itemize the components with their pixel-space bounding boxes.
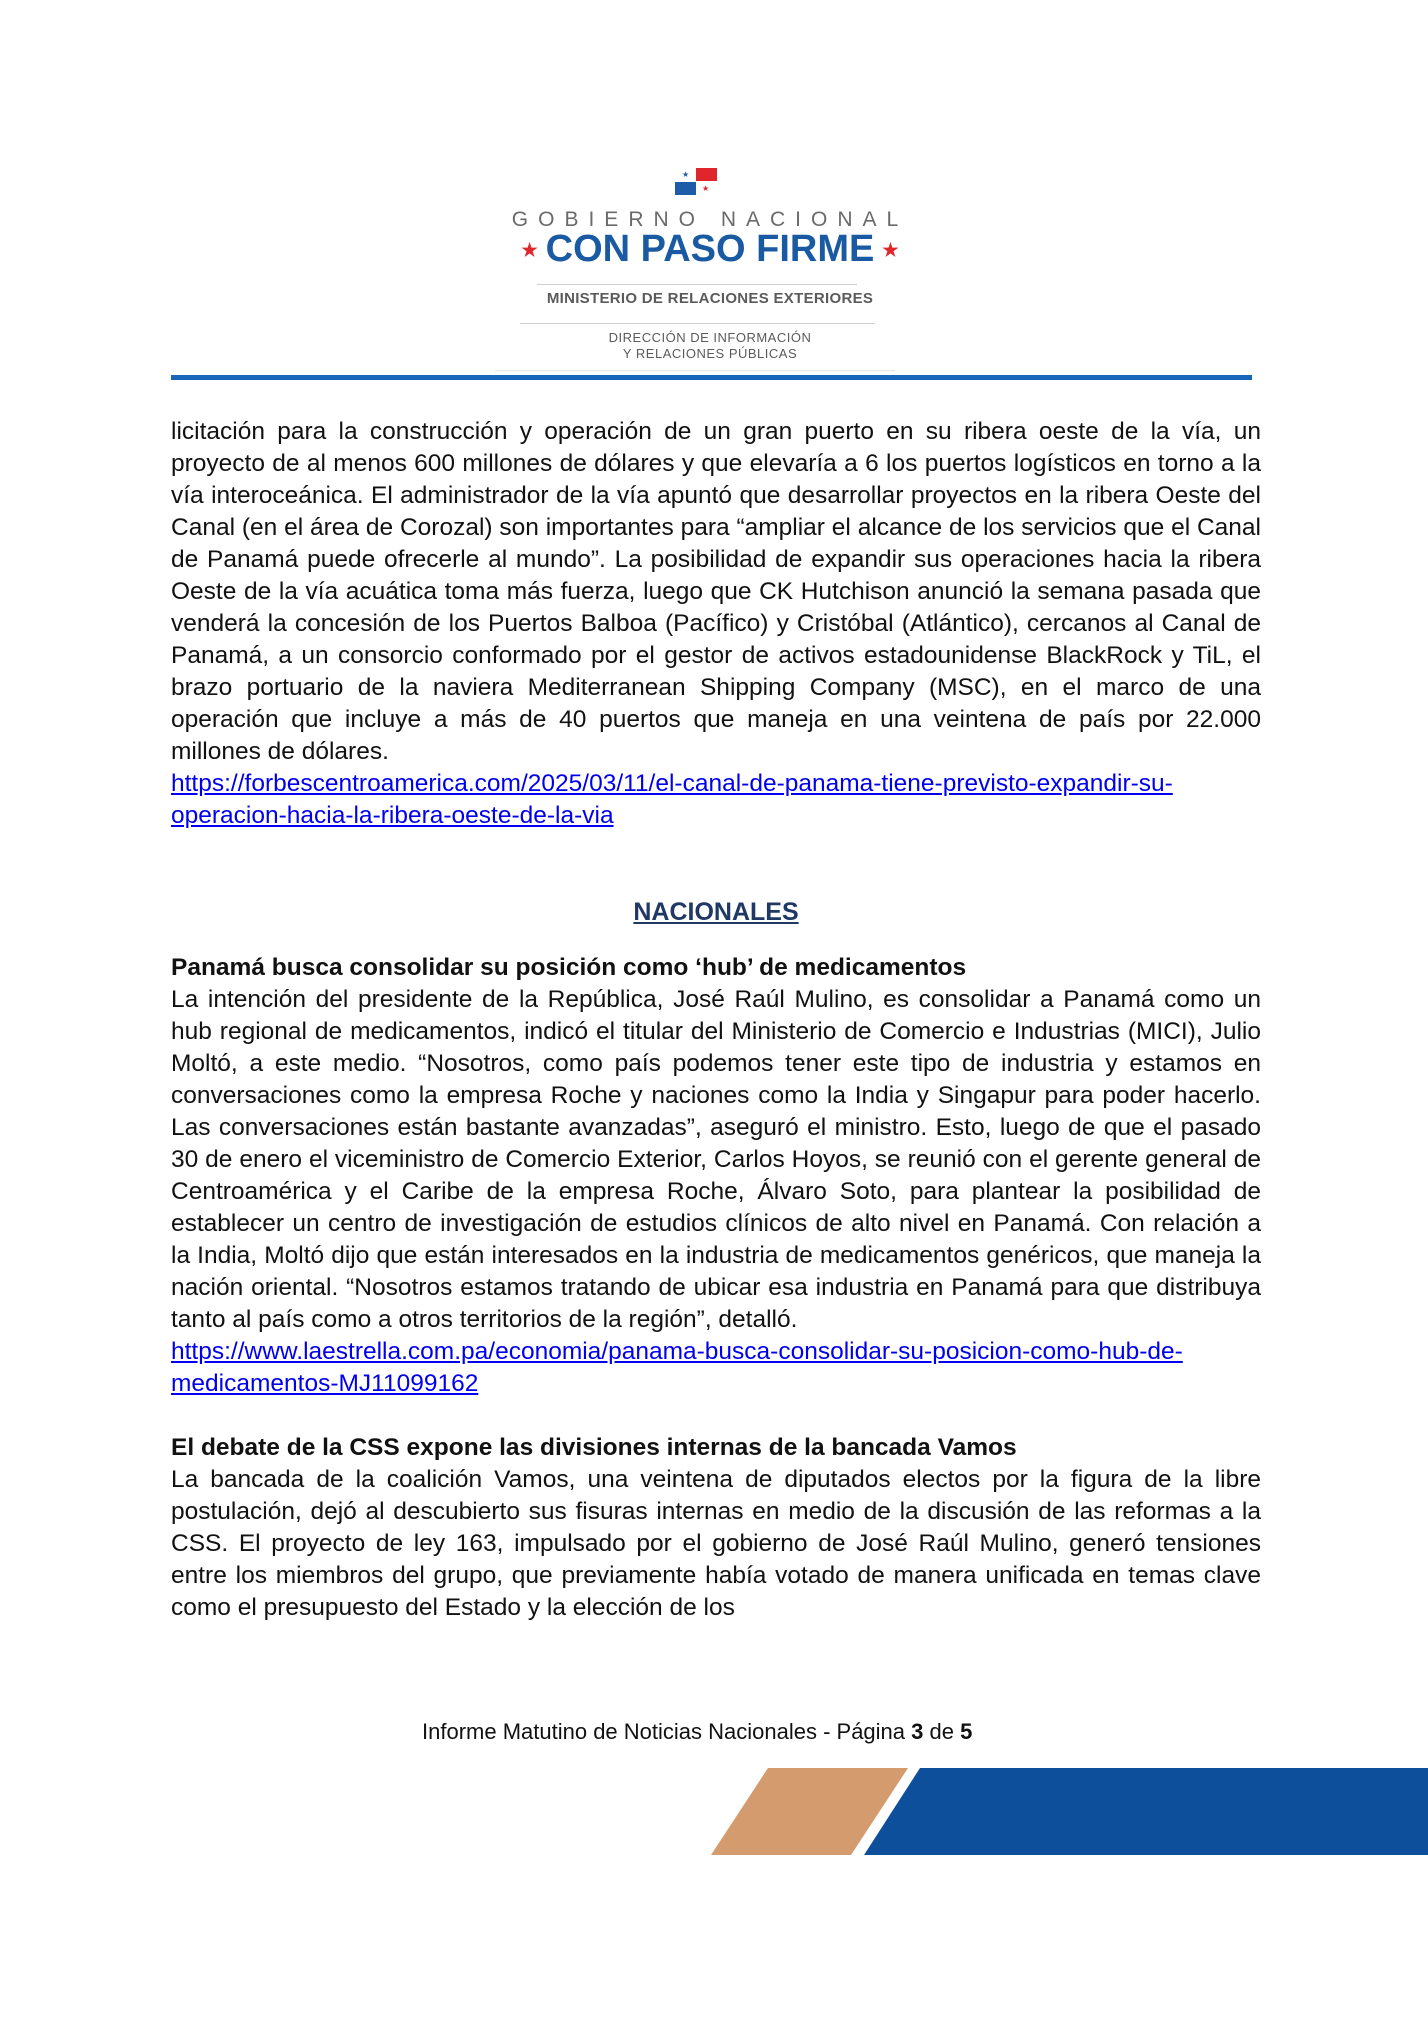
logo-ministerio: MINISTERIO DE RELACIONES EXTERIORES: [546, 290, 874, 307]
section-title: NACIONALES: [633, 898, 799, 926]
article-headline: Panamá busca consolidar su posición como ‘hub’ de medicamentos: [171, 954, 967, 981]
logo-con-paso-firme: ★ CON PASO FIRME ★: [521, 228, 899, 270]
article-continued-link[interactable]: https://forbescentroamerica.com/2025/03/11/el-canal-de-panama-tiene-previsto-expandir-su-operacion-hacia-la-ribera-oeste-de-la-via: [171, 770, 1173, 829]
page-footer: Informe Matutino de Noticias Nacionales - Página 3 de 5: [422, 1719, 973, 1744]
blue-stripe-shape: [864, 1768, 1428, 1855]
logo-direccion: DIRECCIÓN DE INFORMACIÓN Y RELACIONES PÚBLICAS: [608, 330, 812, 361]
page-total: 5: [960, 1719, 973, 1744]
article-link[interactable]: https://www.laestrella.com.pa/economia/panama-busca-consolidar-su-posicion-como-hub-de-medicamentos-MJ11099162: [171, 1338, 1183, 1397]
star-icon: ★: [521, 240, 538, 261]
page-number: 3: [911, 1719, 924, 1744]
article-headline: El debate de la CSS expone las divisiones internas de la bancada Vamos: [171, 1434, 1017, 1461]
article-continued-body: licitación para la construcción y operación de un gran puerto en su ribera oeste de la vía, un proyecto de al menos 600 millones de dólares y que elevaría a 6 los puertos logísticos en torno a la vía interoceánica. El administrador de la vía apuntó que desarrollar proyectos en la ribera Oeste del Canal (en el área de Corozal) son importantes para “ampliar el alcance de los servicios que el Canal de Panamá puede ofrecerle al mundo”. La posibilidad de expandir sus operaciones hacia la ribera Oeste de la vía acuática toma más fuerza, luego que CK Hutchison anunció la semana pasada que venderá la concesión de los Puertos Balboa (Pacífico) y Cristóbal (Atlántico), cercanos al Canal de Panamá, a un consorcio conformado por el gestor de activos estadounidense BlackRock y TiL, el brazo portuario de la naviera Mediterranean Shipping Company (MSC), en el marco de una operación que incluye a más de 40 puertos que maneja en una veintena de país por 22.000 millones de dólares.: [171, 418, 1261, 765]
article-body: La bancada de la coalición Vamos, una veintena de diputados electos por la figura de la libre postulación, dejó al descubierto sus fisuras internas en medio de la discusión de las reformas a la CSS. El proyecto de ley 163, impulsado por el gobierno de José Raúl Mulino, generó tensiones entre los miembros del grupo, que previamente había votado de manera unificada en temas clave como el presupuesto del Estado y la elección de los: [171, 1466, 1261, 1621]
article-body: La intención del presidente de la República, José Raúl Mulino, es consolidar a Panamá como un hub regional de medicamentos, indicó el titular del Ministerio de Comercio e Industrias (MICI), Julio Moltó, a este medio. “Nosotros, como país podemos tener este tipo de industria y estamos en conversaciones como la empresa Roche y naciones como la India y Singapur para poder hacerlo. Las conversaciones están bastante avanzadas”, aseguró el ministro. Esto, luego de que el pasado 30 de enero el viceministro de Comercio Exterior, Carlos Hoyos, se reunió con el gerente general de Centroamérica y el Caribe de la empresa Roche, Álvaro Soto, para plantear la posibilidad de establecer un centro de investigación de estudios clínicos de alto nivel en Panamá. Con relación a la India, Moltó dijo que están interesados en la industria de medicamentos genéricos, que maneja la nación oriental. “Nosotros estamos tratando de ubicar esa industria en Panamá para que distribuya tanto al país como a otros territorios de la región”, detalló.: [171, 986, 1261, 1333]
panama-flag-icon: ★ ★: [675, 168, 717, 196]
star-icon: ★: [882, 240, 899, 261]
logo-gobierno-nacional: GOBIERNO NACIONAL: [511, 208, 909, 231]
